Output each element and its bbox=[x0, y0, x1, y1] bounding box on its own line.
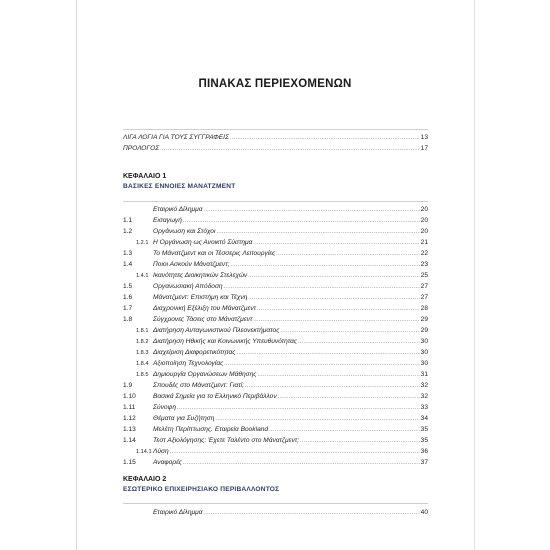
toc-entry[interactable] bbox=[123, 237, 428, 248]
toc-entry[interactable] bbox=[123, 347, 428, 358]
toc-entry-title: Διατήρηση Ηθικής και Κοινωνικής Υπευθυνότητας bbox=[153, 338, 298, 345]
toc-entry-title: ΠΡΟΛΟΓΟΣ bbox=[123, 145, 160, 152]
toc-entry-page: 13 bbox=[420, 134, 428, 141]
toc-entry-page: 34 bbox=[420, 415, 428, 422]
toc-entry-title: Βασικά Σημεία για το Ελληνικό Περιβάλλον bbox=[153, 393, 277, 400]
toc-entry-title: Λύση bbox=[153, 448, 169, 455]
toc-entry-page: 35 bbox=[420, 426, 428, 433]
toc-entry[interactable] bbox=[123, 292, 428, 303]
toc-entry-number: 1.12 bbox=[123, 415, 136, 422]
toc-entry-page: 32 bbox=[420, 393, 428, 400]
toc-entry-title: Διατήρηση Ανταγωνιστικού Πλεονεκτήματος bbox=[153, 327, 280, 334]
toc-entry-page: 30 bbox=[420, 349, 428, 356]
toc-entry-number: 1.4.1 bbox=[136, 273, 149, 279]
toc-entry-number: 1.2.1 bbox=[136, 240, 149, 246]
chapter-label: ΚΕΦΑΛΑΙΟ 1 bbox=[123, 173, 167, 180]
toc-entry[interactable] bbox=[123, 446, 428, 457]
toc-entry-page: 32 bbox=[420, 382, 428, 389]
toc-entry[interactable] bbox=[123, 215, 428, 226]
toc-entry-title: Διαχρονική Εξέλιξη του Μάνατζμεντ bbox=[153, 305, 257, 312]
toc-entry-number: 1.2 bbox=[123, 228, 133, 235]
toc-entry[interactable] bbox=[123, 226, 428, 237]
toc-entry-page: 28 bbox=[420, 305, 428, 312]
toc-entry[interactable] bbox=[123, 391, 428, 402]
toc-entry-page: 30 bbox=[420, 338, 428, 345]
toc-entry-number: 1.6 bbox=[123, 294, 133, 301]
toc-entry-title: Αναφορές bbox=[153, 459, 183, 466]
toc-entry-page: 37 bbox=[420, 459, 428, 466]
toc-entry-title: Σπουδές στο Μάνατζμεντ: Γιατί; bbox=[153, 382, 244, 389]
toc-entry[interactable] bbox=[123, 281, 428, 292]
toc-entry[interactable] bbox=[123, 457, 428, 468]
toc-entry-number: 1.13 bbox=[123, 426, 136, 433]
toc-entry-number: 1.15 bbox=[123, 459, 136, 466]
toc-entry[interactable] bbox=[123, 143, 428, 154]
toc-entry-page: 29 bbox=[420, 316, 428, 323]
toc-entry-title: Η Οργάνωση ως Ανοικτό Σύστημα bbox=[153, 239, 253, 246]
toc-entry-title: Θέματα για Συζήτηση bbox=[153, 415, 215, 422]
toc-entry-title: Δημιουργία Οργανώσεων Μάθησης bbox=[153, 371, 257, 378]
front-matter-list bbox=[123, 132, 428, 154]
toc-entry-title: Εισαγωγή bbox=[153, 217, 182, 224]
toc-entry-title: Μάνατζμεντ: Επιστήμη και Τέχνη bbox=[153, 294, 248, 301]
toc-entry-page: 40 bbox=[420, 509, 428, 516]
toc-entry-number: 1.8.2 bbox=[136, 339, 149, 345]
toc-entry-page: 17 bbox=[420, 145, 428, 152]
toc-entry-number: 1.8.5 bbox=[136, 372, 149, 378]
toc-entry[interactable] bbox=[123, 336, 428, 347]
toc-entry-number: 1.14 bbox=[123, 437, 136, 444]
toc-entry[interactable] bbox=[123, 507, 428, 518]
toc-entry[interactable] bbox=[123, 259, 428, 270]
chapter-label: ΚΕΦΑΛΑΙΟ 2 bbox=[123, 476, 167, 483]
chapter-subtitle: ΕΣΩΤΕΡΙΚΟ ΕΠΙΧΕΙΡΗΣΙΑΚΟ ΠΕΡΙΒΑΛΛΟΝΤΟΣ bbox=[123, 486, 280, 493]
toc-entry[interactable] bbox=[123, 303, 428, 314]
chapter-subtitle: ΒΑΣΙΚΕΣ ΕΝΝΟΙΕΣ ΜΑΝΑΤΖΜΕΝΤ bbox=[123, 183, 236, 190]
toc-entry[interactable] bbox=[123, 380, 428, 391]
toc-entry-page: 27 bbox=[420, 283, 428, 290]
toc-entry-number: 1.9 bbox=[123, 382, 133, 389]
divider bbox=[123, 201, 428, 202]
toc-entry-title: Ποιοι Ασκούν Μάνατζμεντ; bbox=[153, 261, 230, 268]
toc-entry[interactable] bbox=[123, 369, 428, 380]
toc-entry-title: Τεστ Αξιολόγησης: Έχετε Ταλέντο στο Μάνατζμεντ; bbox=[153, 437, 300, 444]
toc-entry-page: 20 bbox=[420, 228, 428, 235]
toc-entry-number: 1.7 bbox=[123, 305, 133, 312]
toc-entry-number: 1.1 bbox=[123, 217, 133, 224]
divider bbox=[123, 129, 428, 130]
toc-entry-page: 36 bbox=[420, 448, 428, 455]
toc-entry-page: 29 bbox=[420, 327, 428, 334]
toc-entry-title: Διαχείριση Διαφορετικότητας bbox=[153, 349, 236, 356]
toc-entry-number: 1.8 bbox=[123, 316, 133, 323]
toc-entry-number: 1.10 bbox=[123, 393, 136, 400]
toc-entry[interactable] bbox=[123, 413, 428, 424]
toc-entry-title: Σύνοψη bbox=[153, 404, 177, 411]
toc-entry-page: 27 bbox=[420, 294, 428, 301]
toc-entry-page: 21 bbox=[420, 239, 428, 246]
toc-entry-page: 35 bbox=[420, 437, 428, 444]
toc-entry-number: 1.3 bbox=[123, 250, 133, 257]
toc-entry-title: Μελέτη Περίπτωσης. Εταιρεία Bookland bbox=[153, 426, 269, 433]
toc-entry-page: 31 bbox=[420, 371, 428, 378]
toc-entry-title: Εταιρικό Δίλημμα bbox=[153, 206, 203, 213]
toc-entry-number: 1.11 bbox=[123, 404, 136, 411]
chapter-1-entries bbox=[123, 204, 428, 468]
toc-entry-title: Σύγχρονες Τάσεις στο Μάνατζμεντ bbox=[153, 316, 253, 323]
page-title: ΠΙΝΑΚΑΣ ΠΕΡΙΕΧΟΜΕΝΩΝ bbox=[198, 78, 352, 90]
toc-entry-page: 30 bbox=[420, 360, 428, 367]
toc-entry-page: 20 bbox=[420, 206, 428, 213]
toc-entry-number: 1.8.1 bbox=[136, 328, 149, 334]
toc-entry-page: 22 bbox=[420, 250, 428, 257]
toc-entry-title: Ικανότητες Διοικητικών Στελεχών bbox=[153, 272, 248, 279]
leader-dots bbox=[160, 144, 419, 155]
toc-entry-number: 1.5 bbox=[123, 283, 133, 290]
toc-entry[interactable] bbox=[123, 325, 428, 336]
toc-entry[interactable] bbox=[123, 248, 428, 259]
divider bbox=[123, 503, 428, 504]
toc-entry[interactable] bbox=[123, 358, 428, 369]
toc-entry-number: 1.8.4 bbox=[136, 361, 149, 367]
toc-entry[interactable] bbox=[123, 270, 428, 281]
toc-entry-title: ΛΙΓΑ ΛΟΓΙΑ ΓΙΑ ΤΟΥΣ ΣΥΓΓΡΑΦΕΙΣ bbox=[123, 134, 229, 141]
toc-entry-title: Εταιρικό Δίλημμα bbox=[153, 509, 203, 516]
toc-entry[interactable] bbox=[123, 424, 428, 435]
toc-entry-page: 25 bbox=[420, 272, 428, 279]
chapter-2-entries bbox=[123, 507, 428, 518]
toc-entry[interactable] bbox=[123, 314, 428, 325]
toc-entry[interactable] bbox=[123, 204, 428, 215]
toc-entry-page: 20 bbox=[420, 217, 428, 224]
toc-entry-title: Αξιοποίηση Τεχνολογίας bbox=[153, 360, 224, 367]
toc-entry[interactable] bbox=[123, 402, 428, 413]
toc-entry-title: Το Μάνατζμεντ και οι Τέσσερις Λειτουργίες bbox=[153, 250, 276, 257]
leader-dots bbox=[183, 458, 420, 469]
toc-entry-title: Οργανωσιακή Απόδοση bbox=[153, 283, 223, 290]
toc-entry-number: 1.4 bbox=[123, 261, 133, 268]
toc-entry[interactable] bbox=[123, 435, 428, 446]
toc-entry-page: 33 bbox=[420, 404, 428, 411]
toc-entry-title: Οργάνωση και Στόχοι bbox=[153, 228, 216, 235]
toc-entry-page: 23 bbox=[420, 261, 428, 268]
leader-dots bbox=[204, 508, 420, 519]
toc-entry[interactable] bbox=[123, 132, 428, 143]
toc-entry-number: 1.8.3 bbox=[136, 350, 149, 356]
toc-entry-number: 1.14.1 bbox=[136, 449, 152, 455]
